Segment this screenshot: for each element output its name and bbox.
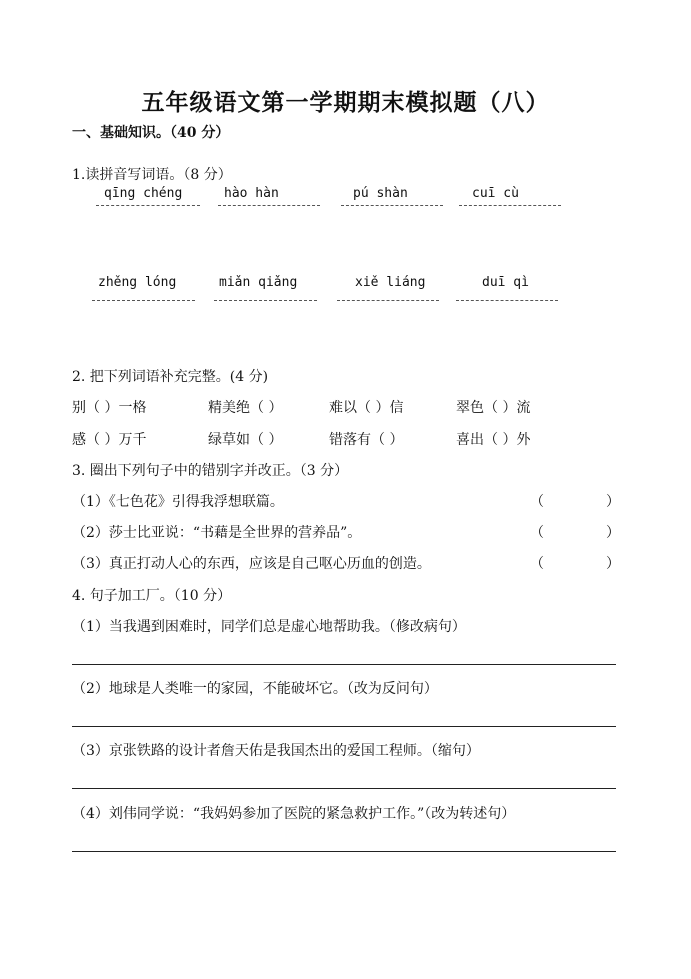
answer-line[interactable] [72, 726, 616, 727]
fill-item[interactable]: 别（ ）一格 [72, 400, 147, 416]
answer-line[interactable] [218, 205, 320, 206]
q4-task: （3）京张铁路的设计者詹天佑是我国杰出的爱国工程师。（缩句） [72, 743, 480, 759]
pinyin-item: miǎn qiǎng [219, 275, 298, 290]
q3-heading: 3. 圈出下列句子中的错别字并改正。（3 分） [72, 463, 349, 479]
q4-task: （4）刘伟同学说：“我妈妈参加了医院的紧急救护工作。”（改为转述句） [72, 806, 516, 822]
q3-sentence: （2）莎士比亚说：“书藉是全世界的营养品”。 [72, 525, 362, 541]
answer-line[interactable] [72, 664, 616, 665]
pinyin-item: qīng chéng [104, 186, 183, 201]
answer-paren-open[interactable]: （ [530, 556, 544, 572]
q2-heading: 2. 把下列词语补充完整。(4 分) [72, 369, 269, 385]
pinyin-item: hào hàn [224, 186, 279, 201]
q4-heading: 4. 句子加工厂。（10 分） [72, 588, 232, 604]
answer-paren-close[interactable]: ） [606, 494, 620, 510]
answer-line[interactable] [72, 788, 616, 789]
answer-line[interactable] [459, 205, 561, 206]
pinyin-item: duī qì [482, 275, 529, 290]
answer-line[interactable] [92, 300, 195, 301]
fill-item[interactable]: 喜出（ ）外 [456, 432, 531, 448]
fill-item[interactable]: 精美绝（ ） [208, 400, 283, 416]
fill-item[interactable]: 绿草如（ ） [208, 432, 283, 448]
fill-item[interactable]: 感（ ）万千 [72, 432, 147, 448]
pinyin-item: xiě liáng [355, 275, 426, 290]
q4-task: （1）当我遇到困难时，同学们总是虚心地帮助我。（修改病句） [72, 619, 466, 635]
q3-sentence: （3）真正打动人心的东西，应该是自己呕心历血的创造。 [72, 556, 431, 572]
answer-line[interactable] [456, 300, 558, 301]
fill-item[interactable]: 难以（ ）信 [329, 400, 404, 416]
section-heading: 一、基础知识。（40 分） [72, 125, 230, 141]
answer-line[interactable] [72, 851, 616, 852]
page-title: 五年级语文第一学期期末模拟题（八） [141, 89, 550, 116]
pinyin-item: zhěng lóng [98, 275, 177, 290]
answer-paren-close[interactable]: ） [606, 556, 620, 572]
answer-line[interactable] [214, 300, 317, 301]
answer-line[interactable] [341, 205, 443, 206]
answer-line[interactable] [96, 205, 200, 206]
answer-line[interactable] [337, 300, 439, 301]
answer-paren-open[interactable]: （ [530, 494, 544, 510]
q3-sentence: （1）《七色花》引得我浮想联篇。 [72, 494, 284, 510]
pinyin-item: pú shàn [353, 186, 408, 201]
answer-paren-open[interactable]: （ [530, 525, 544, 541]
answer-paren-close[interactable]: ） [606, 525, 620, 541]
q1-heading: 1.读拼音写词语。（8 分） [72, 167, 232, 183]
fill-item[interactable]: 翠色（ ）流 [456, 400, 531, 416]
fill-item[interactable]: 错落有（ ） [329, 432, 404, 448]
q4-task: （2）地球是人类唯一的家园，不能破坏它。（改为反问句） [72, 681, 438, 697]
pinyin-item: cuī cù [472, 186, 519, 201]
